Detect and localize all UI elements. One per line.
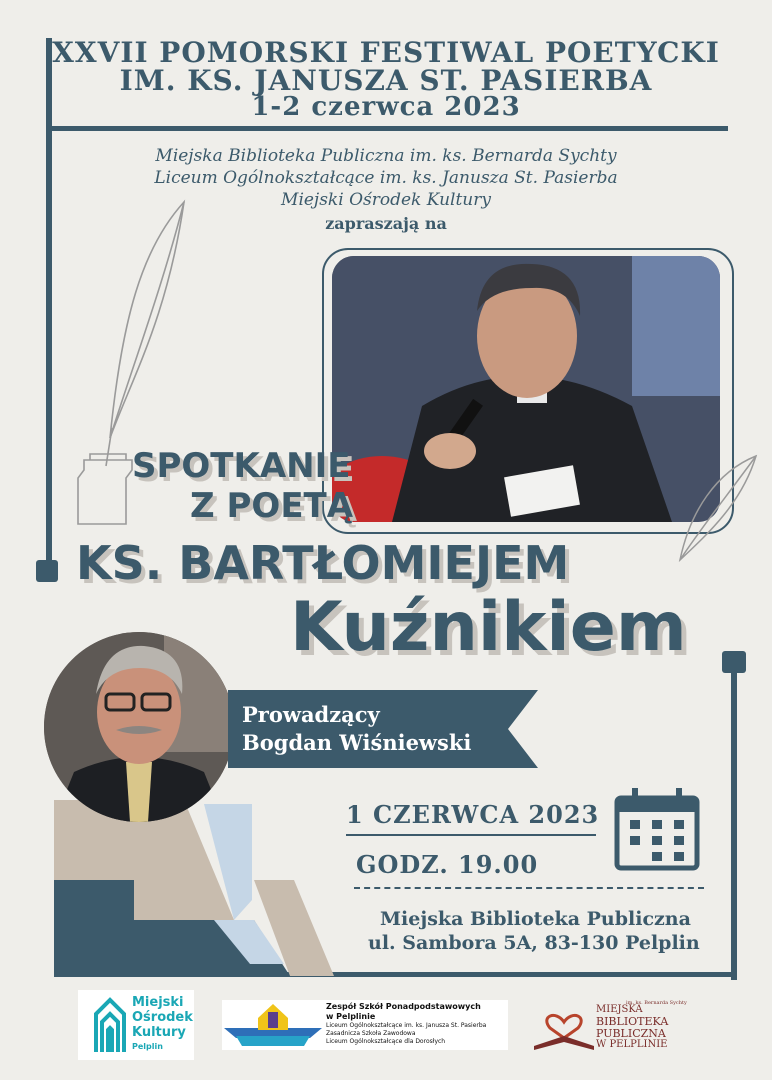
mbp-logo (532, 1000, 687, 1056)
organizer-culture-center: Miejski Ośrodek Kultury (281, 190, 491, 210)
venue-name: Miejska Biblioteka Publiczna (380, 908, 691, 930)
invite-text: zapraszają na (325, 214, 447, 233)
mok-logo-text-3: Kultury (132, 1025, 186, 1040)
host-name: Bogdan Wiśniewski (242, 730, 472, 755)
mbp-logo-mark (532, 1006, 596, 1052)
mok-logo-text-1: Miejski (132, 995, 184, 1010)
zspp-logo-text-5: Liceum Ogólnokształcące dla Dorosłych (326, 1038, 446, 1045)
festival-patron: IM. KS. JANUSZA ST. PASIERBA (119, 64, 653, 97)
venue-address: ul. Sambora 5A, 83-130 Pelplin (368, 932, 700, 954)
mok-logo-mark (92, 996, 128, 1054)
host-photo (44, 632, 234, 822)
mbp-logo-text-1: MIEJSKA (596, 1004, 643, 1015)
mok-logo (78, 990, 194, 1060)
mbp-logo-text-3: PUBLICZNA (596, 1027, 666, 1040)
mok-logo-text-2: Ośrodek (132, 1010, 193, 1025)
zspp-logo (222, 1000, 508, 1050)
dashed-divider (354, 887, 704, 889)
mok-logo-text-4: Pelplin (132, 1042, 163, 1051)
mbp-logo-text-4: W PELPLINIE (596, 1039, 668, 1050)
organizer-library: Miejska Biblioteka Publiczna im. ks. Bernarda Sychty (155, 146, 617, 166)
zspp-logo-text-2: w Pelplinie (326, 1012, 376, 1021)
zspp-logo-text-3: Liceum Ogólnokształcące im. ks. Janusza St. Pasierba (326, 1022, 487, 1029)
event-title-line1: SPOTKANIE (132, 446, 351, 486)
festival-dates: 1-2 czerwca 2023 (251, 92, 521, 122)
poet-photo (332, 256, 720, 522)
mbp-logo-small: im. ks. Bernarda Sychty (626, 1000, 687, 1006)
event-date: 1 CZERWCA 2023 (346, 800, 600, 829)
feather-icon (676, 452, 762, 564)
poet-name-prefix: KS. BARTŁOMIEJEM (76, 536, 570, 590)
poet-surname: Kuźnikiem (290, 588, 687, 667)
zspp-logo-mark (224, 1002, 322, 1048)
zspp-logo-text-1: Zespół Szkół Ponadpodstawowych (326, 1002, 481, 1011)
event-time: GODZ. 19.00 (356, 850, 539, 879)
frame-left-cap (36, 560, 58, 582)
host-label: Prowadzący (242, 702, 380, 727)
zspp-logo-text-4: Zasadnicza Szkoła Zawodowa (326, 1030, 416, 1037)
organizer-school: Liceum Ogólnokształcące im. ks. Janusza St. Pasierba (154, 168, 618, 188)
mbp-logo-text-2: BIBLIOTEKA (596, 1015, 669, 1028)
event-title-line2: Z POETĄ (190, 486, 354, 526)
date-underline (346, 834, 596, 836)
calendar-icon (614, 786, 700, 872)
frame-right-line (731, 670, 737, 980)
festival-title: XXVII POMORSKI FESTIWAL POETYCKI (52, 36, 720, 69)
frame-top-rule (52, 126, 728, 131)
